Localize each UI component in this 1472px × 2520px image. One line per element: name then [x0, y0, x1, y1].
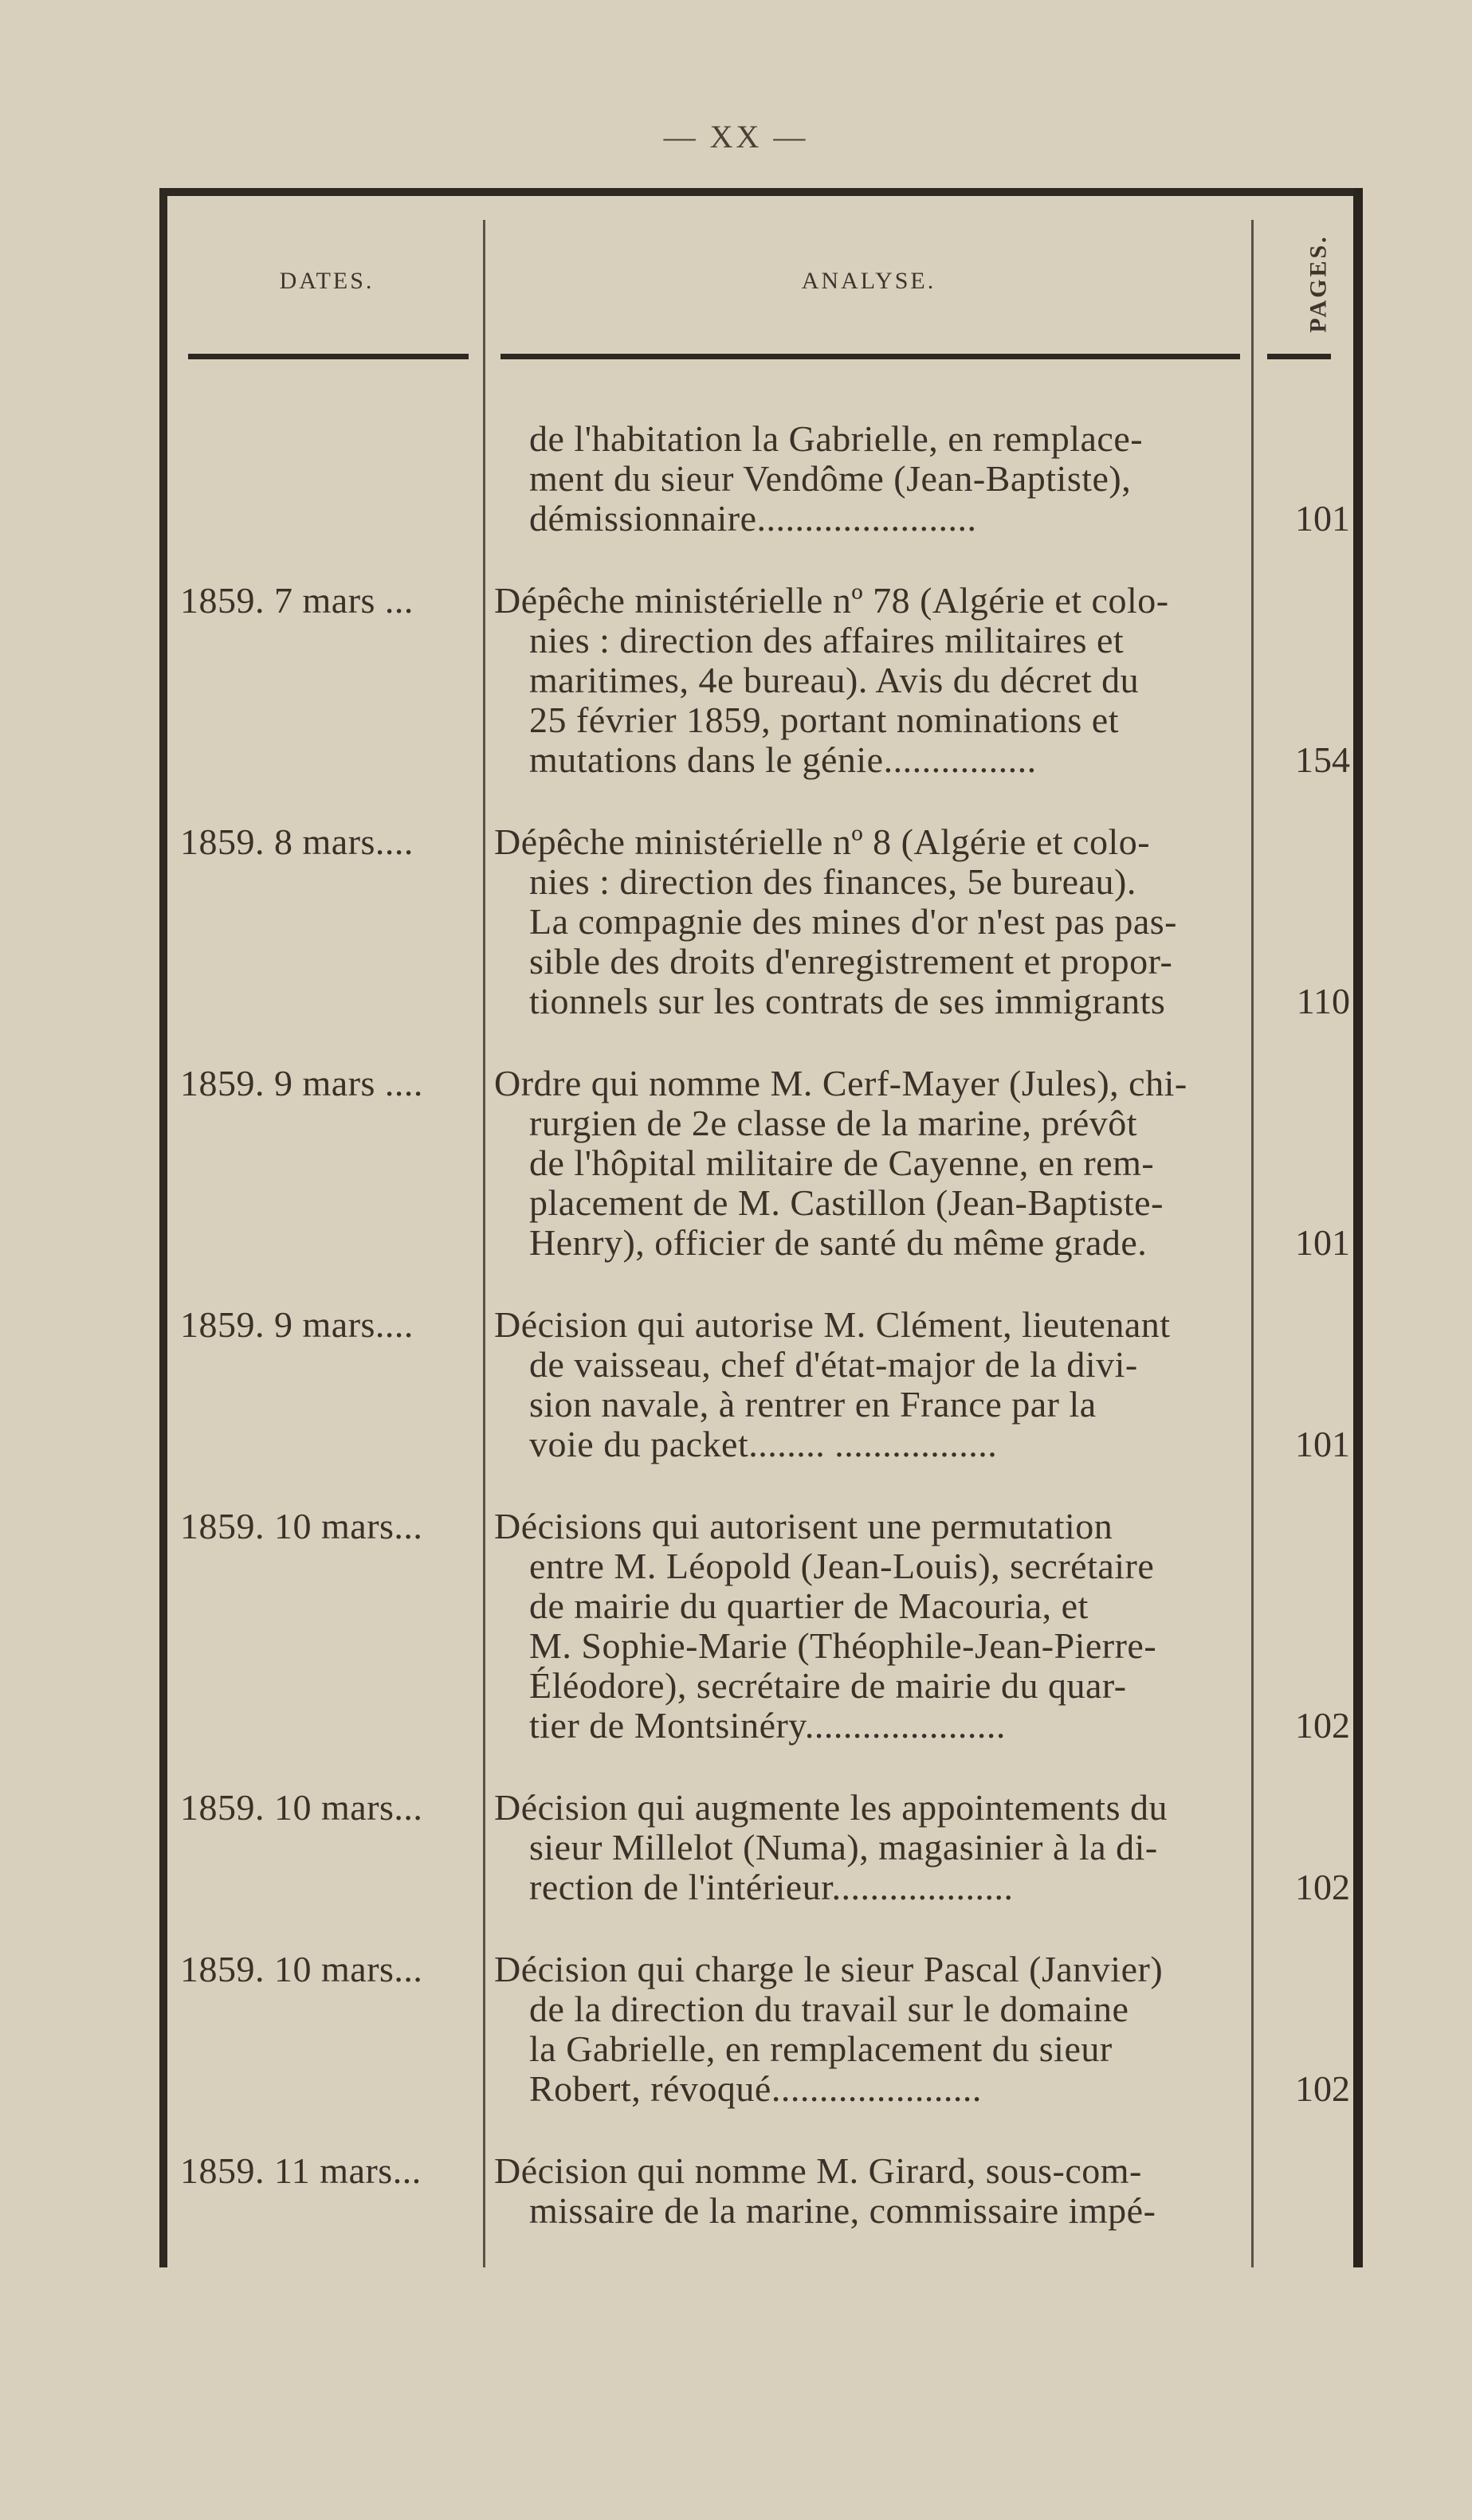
index-table [159, 188, 1363, 2267]
entry-analysis [494, 2151, 1251, 2231]
header-dates: DATES. [279, 268, 375, 294]
index-entry [159, 419, 1363, 539]
entry-date: 1859. 10 mars... [180, 1787, 423, 1828]
entry-date: 1859. 10 mars... [180, 1949, 423, 1989]
entry-analysis-line: la Gabrielle, en remplacement du sieur [529, 2029, 1113, 2069]
entry-analysis-line: Décision qui charge le sieur Pascal (Janvier) [494, 1950, 1164, 1989]
header-rule-pages [1267, 354, 1331, 359]
entry-analysis-line: mutations dans le génie................ [529, 740, 1037, 780]
index-entry [159, 822, 1363, 1021]
entry-analysis [494, 1507, 1251, 1746]
entry-analysis-line: Henry), officier de santé du même grade. [529, 1223, 1148, 1263]
entries-list [159, 419, 1363, 2273]
entry-analysis-line: missaire de la marine, commissaire impé- [529, 2191, 1156, 2231]
entry-analysis-line: Éléodore), secrétaire de mairie du quar- [529, 1666, 1127, 1706]
entry-page-number: 102 [1295, 1867, 1350, 1907]
entry-date: 1859. 9 mars.... [180, 1304, 414, 1345]
entry-page-number: 101 [1295, 498, 1350, 539]
entry-analysis-line: M. Sophie-Marie (Théophile-Jean-Pierre- [529, 1626, 1157, 1666]
entry-analysis-line: de mairie du quartier de Macouria, et [529, 1586, 1089, 1626]
entry-analysis-line: de la direction du travail sur le domaine [529, 1989, 1129, 2029]
entry-date: 1859. 11 mars... [180, 2150, 422, 2191]
entry-analysis-line: rection de l'intérieur................... [529, 1867, 1014, 1907]
entry-date: 1859. 8 mars.... [180, 821, 414, 862]
entry-date: 1859. 7 mars ... [180, 580, 414, 621]
entry-analysis-line: 25 février 1859, portant nominations et [529, 700, 1120, 740]
entry-analysis-line: rurgien de 2e classe de la marine, prévôt [529, 1103, 1138, 1143]
entry-date: 1859. 10 mars... [180, 1506, 423, 1546]
entry-analysis-line: Dépêche ministérielle nº 8 (Algérie et colo- [494, 822, 1151, 862]
entry-analysis-line: sion navale, à rentrer en France par la [529, 1385, 1097, 1425]
entry-page-number: 102 [1295, 1705, 1350, 1746]
entry-analysis-line: nies : direction des affaires militaires et [529, 621, 1125, 660]
entry-analysis-line: entre M. Léopold (Jean-Louis), secrétaire [529, 1546, 1155, 1586]
entry-analysis [494, 1305, 1251, 1464]
entry-analysis-line: tionnels sur les contrats de ses immigrants [529, 982, 1166, 1021]
header-rule-dates [188, 354, 469, 359]
entry-analysis [494, 822, 1251, 1021]
entry-analysis-line: de vaisseau, chef d'état-major de la divi- [529, 1345, 1138, 1385]
entry-analysis-line: Décision qui augmente les appointements du [494, 1788, 1168, 1828]
page-folio: — XX — [663, 119, 809, 155]
entry-analysis-line: nies : direction des finances, 5e bureau). [529, 862, 1136, 902]
header-rule-analyse [500, 354, 1240, 359]
header-pages-cell [1275, 220, 1363, 347]
entry-analysis-line: de l'habitation la Gabrielle, en remplace- [529, 419, 1144, 459]
entry-analysis-line: démissionnaire....................... [529, 499, 977, 539]
entry-analysis-line: Décisions qui autorisent une permutation [494, 1507, 1113, 1546]
index-entry [159, 581, 1363, 780]
entry-analysis [494, 1788, 1251, 1907]
header-analyse: ANALYSE. [801, 268, 936, 294]
index-entry [159, 1950, 1363, 2109]
entry-analysis-line: maritimes, 4e bureau). Avis du décret du [529, 660, 1140, 700]
entry-page-number: 101 [1295, 1222, 1350, 1263]
table-top-border [159, 188, 1363, 196]
entry-analysis [494, 1064, 1251, 1263]
entry-date: 1859. 9 mars .... [180, 1063, 423, 1103]
index-entry [159, 1788, 1363, 1907]
entry-analysis-line: tier de Montsinéry..................... [529, 1706, 1006, 1746]
entry-page-number: 101 [1295, 1424, 1350, 1464]
entry-analysis-line: sieur Millelot (Numa), magasinier à la di- [529, 1828, 1158, 1867]
entry-page-number: 110 [1296, 981, 1350, 1021]
entry-analysis [494, 1950, 1251, 2109]
entry-analysis-line: voie du packet........ ................. [529, 1425, 998, 1464]
entry-analysis-line: Décision qui nomme M. Girard, sous-com- [494, 2151, 1142, 2191]
entry-analysis-line: Robert, révoqué...................... [529, 2069, 982, 2109]
entry-analysis-line: La compagnie des mines d'or n'est pas pas- [529, 902, 1177, 942]
index-entry [159, 1064, 1363, 1263]
entry-analysis-line: Décision qui autorise M. Clément, lieutenant [494, 1305, 1171, 1345]
header-pages: PAGES. [1305, 234, 1333, 333]
entry-analysis [494, 419, 1251, 539]
entry-analysis-line: ment du sieur Vendôme (Jean-Baptiste), [529, 459, 1132, 499]
entry-analysis-line: Ordre qui nomme M. Cerf-Mayer (Jules), chi- [494, 1064, 1187, 1103]
index-entry [159, 1305, 1363, 1464]
entry-analysis-line: placement de M. Castillon (Jean-Baptiste- [529, 1183, 1164, 1223]
entry-analysis [494, 581, 1251, 780]
entry-analysis-line: Dépêche ministérielle nº 78 (Algérie et colo- [494, 581, 1169, 621]
entry-page-number: 154 [1295, 739, 1350, 780]
entry-analysis-line: sible des droits d'enregistrement et propor- [529, 942, 1173, 982]
index-entry [159, 1507, 1363, 1746]
entry-page-number: 102 [1295, 2068, 1350, 2109]
index-entry [159, 2151, 1363, 2231]
entry-analysis-line: de l'hôpital militaire de Cayenne, en rem- [529, 1143, 1155, 1183]
